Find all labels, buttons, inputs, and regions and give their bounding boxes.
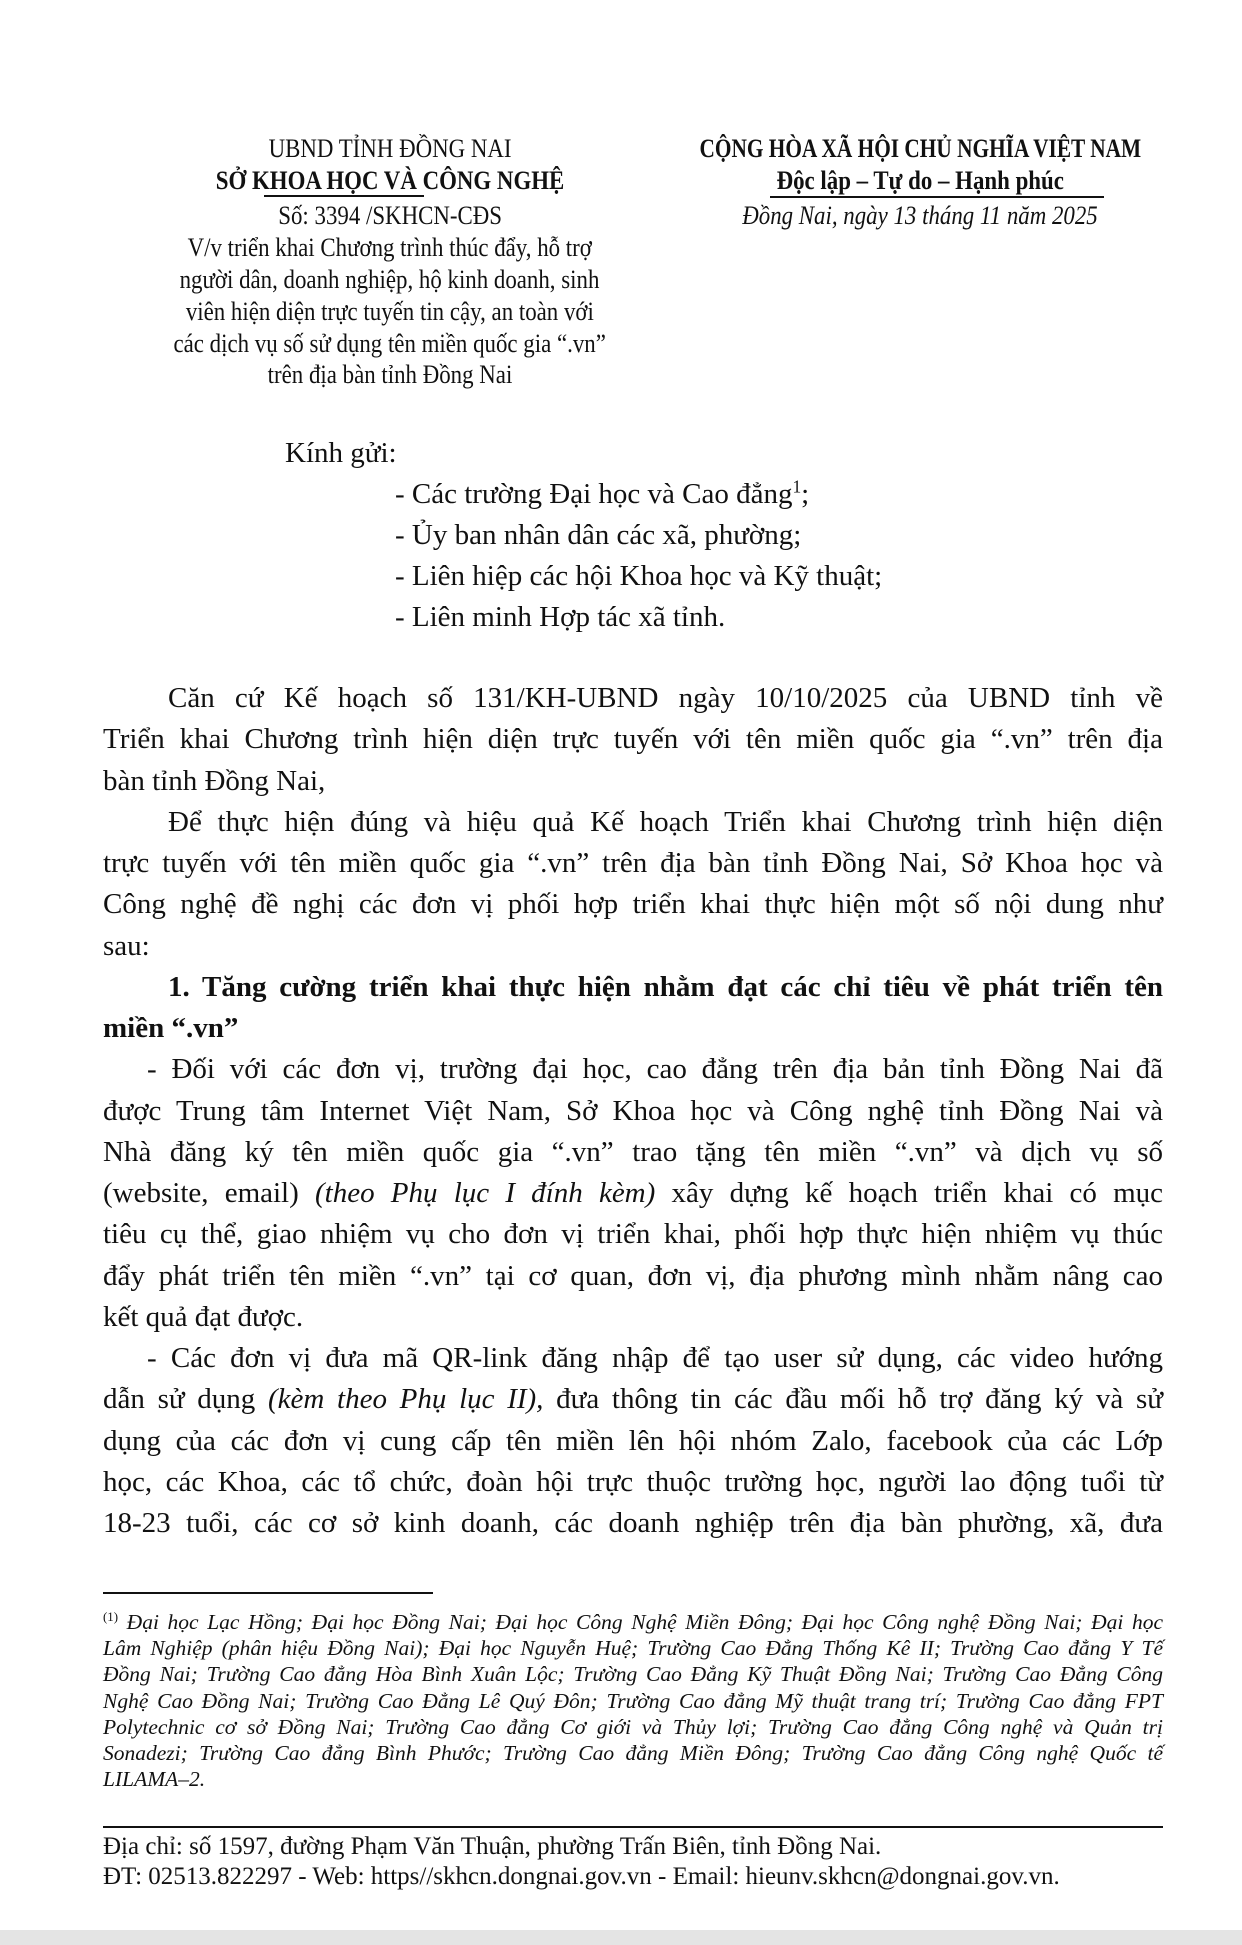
- footnote-text: LILAMA–2.: [103, 1767, 206, 1792]
- subject-text: V/v triển khai Chương trình thúc đẩy, hỗ trợ: [187, 233, 593, 262]
- footnote-line: [103, 1688, 1163, 1714]
- text-segment: 18-23 tuổi, các cơ sở kinh doanh, các doanh nghiệp trên địa bàn phường, xã, đưa: [103, 1507, 1163, 1539]
- subject-line: [90, 264, 690, 296]
- text-segment: dẫn sử dụng: [103, 1383, 268, 1416]
- text-line: [103, 1338, 1163, 1379]
- text-line: [103, 843, 1163, 884]
- subject-line: [90, 232, 690, 264]
- footnote-line: [103, 1609, 1163, 1635]
- agency-parent-text: UBND TỈNH ĐỒNG NAI: [268, 134, 512, 163]
- text-line: [103, 1256, 1163, 1297]
- recipient-punct: ;: [801, 478, 810, 510]
- text-segment: Căn cứ Kế hoạch số 131/KH-UBND ngày 10/10/2025 của UBND tỉnh về: [168, 682, 1163, 714]
- text-line: [103, 1379, 1163, 1420]
- issue-date-text: Đồng Nai, ngày 13 tháng 11 năm 2025: [742, 201, 1098, 230]
- footer-contact: ĐT: 02513.822297 - Web: https//skhcn.dongnai.gov.vn - Email: hieunv.skhcn@dongnai.gov.vn.: [103, 1863, 1060, 1890]
- footnote-line: [103, 1714, 1163, 1740]
- footer-address: Địa chỉ: số 1597, đường Phạm Văn Thuận, phường Trấn Biên, tỉnh Đồng Nai.: [103, 1833, 882, 1860]
- recipient-item: - Liên hiệp các hội Khoa học và Kỹ thuật;: [395, 560, 883, 592]
- recipient-item: - Ủy ban nhân dân các xã, phường;: [395, 519, 802, 551]
- page-bottom-edge: [0, 1930, 1242, 1945]
- text-line: [103, 967, 1163, 1008]
- paragraph: [103, 678, 1163, 802]
- document-number-text: Số: 3394 /SKHCN-CĐS: [278, 201, 502, 230]
- footnote-text: Polytechnic cơ sở Đồng Nai; Trường Cao đẳng Cơ giới và Thủy lợi; Trường Cao đẳng Công nghệ và Quản trị: [103, 1714, 1163, 1739]
- text-segment: đưa thông tin các đầu mối hỗ trợ đăng ký và sử: [543, 1383, 1164, 1416]
- text-segment: kết quả đạt được.: [103, 1300, 304, 1333]
- footnote-line: [103, 1635, 1163, 1661]
- text-segment: học, các Khoa, các tổ chức, đoàn hội trực thuộc trường học, người lao động tuổi từ: [103, 1465, 1163, 1498]
- motto-underline: [770, 196, 1104, 198]
- text-line: [103, 1297, 1163, 1338]
- issue-date: [650, 200, 1190, 232]
- footnote: [103, 1609, 1163, 1792]
- text-segment: trực tuyến với tên miền quốc gia “.vn” trên địa bàn tỉnh Đồng Nai, Sở Khoa học và: [103, 847, 1163, 879]
- agency-name: [90, 165, 690, 197]
- national-title-text: CỘNG HÒA XÃ HỘI CHỦ NGHĨA VIỆT NAM: [699, 134, 1141, 163]
- footer-divider: [103, 1826, 1163, 1828]
- italic-reference: (kèm theo Phụ lục II),: [267, 1383, 544, 1416]
- footnote-line: [103, 1740, 1163, 1766]
- recipient-item: - Liên minh Hợp tác xã tỉnh.: [395, 601, 726, 633]
- text-line: [103, 884, 1163, 925]
- text-line: [103, 1173, 1163, 1214]
- text-line: [103, 1132, 1163, 1173]
- subject-text: người dân, doanh nghiệp, hộ kinh doanh, sinh: [180, 265, 600, 294]
- subject-line: [90, 328, 690, 360]
- text-segment: được Trung tâm Internet Việt Nam, Sở Khoa học và Công nghệ tỉnh Đồng Nai và: [103, 1094, 1163, 1127]
- text-line: [103, 1214, 1163, 1255]
- agency-underline: [264, 195, 424, 197]
- text-segment: Nhà đăng ký tên miền quốc gia “.vn” trao tặng tên miền “.vn” và dịch vụ số: [103, 1135, 1163, 1168]
- text-line: [103, 802, 1163, 843]
- agency-parent: [90, 133, 690, 165]
- footnote-line: [103, 1661, 1163, 1687]
- national-motto: [650, 165, 1190, 197]
- text-line: [103, 1049, 1163, 1090]
- national-title: [650, 133, 1190, 165]
- paragraph: [103, 1338, 1163, 1544]
- text-line: [103, 761, 1163, 802]
- footnote-text: Đồng Nai; Trường Cao đẳng Hòa Bình Xuân Lộc; Trường Cao Đẳng Kỹ Thuật Đồng Nai; Trường Cao Đẳng Công: [103, 1662, 1163, 1687]
- text-line: [103, 719, 1163, 760]
- paragraph: [103, 1049, 1163, 1338]
- italic-reference: (theo Phụ lục I đính kèm): [314, 1177, 656, 1209]
- subject-line: [90, 296, 690, 328]
- paragraph: [103, 802, 1163, 967]
- text-line: [103, 1462, 1163, 1503]
- text-line: [103, 926, 1163, 967]
- text-segment: dụng của các đơn vị cung cấp tên miền lên hội nhóm Zalo, facebook của các Lớp: [103, 1424, 1163, 1457]
- text-line: [103, 678, 1163, 719]
- national-motto-text: Độc lập – Tự do – Hạnh phúc: [776, 166, 1064, 195]
- footnote-line: [103, 1766, 1163, 1792]
- text-segment: sau:: [103, 929, 150, 962]
- subject-text: trên địa bàn tỉnh Đồng Nai: [267, 360, 513, 389]
- subject-line: [90, 359, 690, 391]
- footnote-marker: (1): [103, 1609, 119, 1624]
- text-segment: - Đối với các đơn vị, trường đại học, cao đẳng trên địa bản tỉnh Đồng Nai đã: [147, 1053, 1163, 1086]
- text-segment: Để thực hiện đúng và hiệu quả Kế hoạch Triển khai Chương trình hiện diện: [168, 805, 1163, 838]
- text-segment: tiêu cụ thể, giao nhiệm vụ cho đơn vị triển khai, phối hợp thực hiện nhiệm vụ thúc: [103, 1218, 1163, 1251]
- subject-text: viên hiện diện trực tuyến tin cậy, an toàn với: [185, 297, 595, 326]
- text-segment: đẩy phát triển tên miền “.vn” tại cơ quan, đơn vị, địa phương mình nhằm nâng cao: [103, 1259, 1163, 1292]
- footnote-text: Lâm Nghiệp (phân hiệu Đồng Nai); Đại học Nguyễn Huệ; Trường Cao Đẳng Thống Kê II; Trường Cao đẳng Y Tế: [103, 1636, 1163, 1661]
- recipient-item: [395, 474, 809, 515]
- text-line: [103, 1091, 1163, 1132]
- text-line: [103, 1421, 1163, 1462]
- section-heading: [103, 967, 1163, 1050]
- recipient-text: - Các trường Đại học và Cao đẳng: [395, 478, 793, 510]
- footnote-text: Nghệ Cao Đồng Nai; Trường Cao Đẳng Lê Quý Đôn; Trường Cao đẳng Mỹ thuật trang trí; Trường Cao đẳng FPT: [103, 1688, 1163, 1713]
- text-segment: xây dựng kế hoạch triển khai có mục: [655, 1177, 1163, 1209]
- text-segment: Công nghệ đề nghị các đơn vị phối hợp triển khai thực hiện một số nội dung như: [103, 888, 1163, 921]
- text-segment: - Các đơn vị đưa mã QR-link đăng nhập để tạo user sử dụng, các video hướng: [147, 1342, 1163, 1374]
- text-line: [103, 1503, 1163, 1544]
- text-segment: 1. Tăng cường triển khai thực hiện nhằm đạt các chỉ tiêu về phát triển tên: [168, 970, 1163, 1003]
- footnote-text: Đại học Lạc Hồng; Đại học Đồng Nai; Đại học Công Nghệ Miền Đông; Đại học Công nghệ Đồng Nai; Đại học: [126, 1610, 1164, 1634]
- recipients-label: Kính gửi:: [285, 437, 397, 469]
- footnote-text: Sonadezi; Trường Cao đẳng Bình Phước; Trường Cao đẳng Miền Đông; Trường Cao đẳng Công nghệ Quốc tế: [103, 1740, 1163, 1765]
- document-number: [90, 200, 690, 232]
- subject-text: các dịch vụ số sử dụng tên miền quốc gia “.vn”: [173, 329, 607, 358]
- letter-body: [103, 678, 1163, 1544]
- text-segment: (website, email): [103, 1177, 315, 1209]
- agency-name-text: SỞ KHOA HỌC VÀ CÔNG NGHỆ: [215, 166, 565, 195]
- text-segment: bàn tỉnh Đồng Nai,: [103, 764, 326, 797]
- footnote-ref: 1: [792, 476, 802, 497]
- text-line: [103, 1008, 1163, 1049]
- text-segment: miền “.vn”: [103, 1012, 239, 1044]
- text-segment: Triển khai Chương trình hiện diện trực tuyến với tên miền quốc gia “.vn” trên địa: [103, 723, 1163, 756]
- footnote-separator: [103, 1592, 433, 1594]
